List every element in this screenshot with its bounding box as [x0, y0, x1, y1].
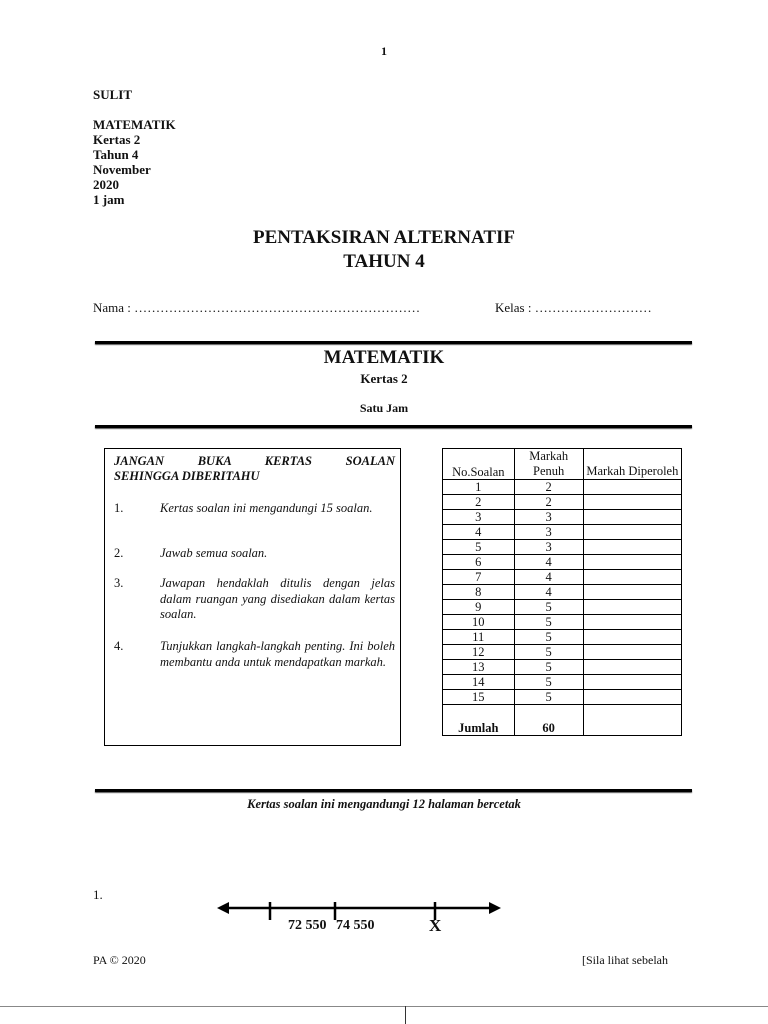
instructions-box	[104, 448, 401, 746]
col-header-marks-obtained: Markah Diperoleh	[583, 449, 681, 480]
full-marks-cell: 5	[514, 600, 583, 615]
table-row	[443, 510, 682, 525]
marks-obtained-cell[interactable]	[583, 555, 681, 570]
marks-table	[442, 448, 682, 736]
marks-obtained-cell[interactable]	[583, 660, 681, 675]
question-number-cell: 5	[443, 540, 515, 555]
table-row	[443, 615, 682, 630]
full-marks-cell: 2	[514, 480, 583, 495]
instruction-number: 3.	[114, 576, 124, 590]
instruction-text: Kertas soalan ini mengandungi 15 soalan.	[160, 501, 373, 515]
full-marks-cell: 3	[514, 540, 583, 555]
full-marks-cell: 3	[514, 525, 583, 540]
arrow-right-icon	[489, 902, 501, 914]
question-number-cell: 9	[443, 600, 515, 615]
instructions-heading-2: SEHINGGA DIBERITAHU	[114, 469, 260, 483]
table-row	[443, 585, 682, 600]
marks-obtained-cell[interactable]	[583, 480, 681, 495]
table-row	[443, 495, 682, 510]
marks-obtained-cell[interactable]	[583, 645, 681, 660]
table-row	[443, 600, 682, 615]
question-number-cell: 6	[443, 555, 515, 570]
table-row	[443, 480, 682, 495]
marks-obtained-cell[interactable]	[583, 585, 681, 600]
full-marks-cell: 4	[514, 585, 583, 600]
marks-obtained-cell[interactable]	[583, 675, 681, 690]
question-number-cell: 8	[443, 585, 515, 600]
divider-top	[95, 341, 692, 344]
instruction-text: Tunjukkan langkah-langkah penting. Ini boleh membantu anda untuk mendapatkan markah.	[160, 639, 395, 669]
full-marks-cell: 5	[514, 690, 583, 705]
number-line-label: 72 550	[288, 918, 327, 933]
marks-obtained-cell[interactable]	[583, 690, 681, 705]
question-number-cell: 3	[443, 510, 515, 525]
col-header-question: No.Soalan	[443, 449, 515, 480]
question-number-cell: 11	[443, 630, 515, 645]
number-line-label: 74 550	[336, 918, 375, 933]
full-marks-cell: 5	[514, 660, 583, 675]
paper-label: Kertas 2	[93, 132, 141, 147]
marks-obtained-cell[interactable]	[583, 570, 681, 585]
total-label-cell: Jumlah	[443, 705, 515, 736]
question-number-cell: 13	[443, 660, 515, 675]
duration-heading: Satu Jam	[359, 401, 409, 415]
question-number-cell: 2	[443, 495, 515, 510]
marks-obtained-cell[interactable]	[583, 495, 681, 510]
question-number-cell: 12	[443, 645, 515, 660]
instruction-number: 4.	[114, 639, 124, 653]
table-row	[443, 690, 682, 705]
instructions-heading-1: JANGAN BUKA KERTAS SOALAN	[114, 454, 395, 468]
marks-obtained-cell[interactable]	[583, 525, 681, 540]
divider-mid	[95, 425, 692, 428]
table-row	[443, 645, 682, 660]
question-number: 1.	[93, 887, 103, 902]
total-obtained-cell[interactable]	[583, 705, 681, 736]
marks-obtained-cell[interactable]	[583, 615, 681, 630]
page-bottom-rule	[0, 1006, 768, 1007]
question-number-cell: 7	[443, 570, 515, 585]
instruction-number: 2.	[114, 546, 124, 560]
class-field[interactable]: Kelas : ………………………	[495, 300, 652, 315]
marks-obtained-cell[interactable]	[583, 600, 681, 615]
exam-title: PENTAKSIRAN ALTERNATIF	[252, 227, 515, 248]
question-number-cell: 1	[443, 480, 515, 495]
number-line-unknown: X	[429, 916, 442, 935]
arrow-left-icon	[217, 902, 229, 914]
question-number-cell: 10	[443, 615, 515, 630]
paper-heading: Kertas 2	[360, 371, 408, 386]
table-row	[443, 540, 682, 555]
subject-label: MATEMATIK	[93, 117, 176, 132]
footer-copyright: PA © 2020	[93, 953, 146, 967]
footer-turn-over: [Sila lihat sebelah	[582, 953, 668, 967]
name-field[interactable]: Nama : …………………………………………………………	[93, 300, 421, 315]
instruction-number: 1.	[114, 501, 124, 515]
table-row	[443, 660, 682, 675]
instruction-text: Jawab semua soalan.	[160, 546, 268, 560]
question-number-cell: 14	[443, 675, 515, 690]
table-row	[443, 675, 682, 690]
table-row	[443, 525, 682, 540]
full-marks-cell: 5	[514, 615, 583, 630]
marks-obtained-cell[interactable]	[583, 630, 681, 645]
exam-subtitle: TAHUN 4	[343, 251, 425, 272]
full-marks-cell: 2	[514, 495, 583, 510]
month-label: November	[93, 162, 151, 177]
duration-label: 1 jam	[93, 192, 125, 207]
instruction-text: Jawapan hendaklah ditulis dengan jelas dalam ruangan yang disediakan dalam kertas soalan.	[160, 576, 395, 621]
divider-bottom	[95, 789, 692, 792]
question-number-cell: 4	[443, 525, 515, 540]
full-marks-cell: 5	[514, 645, 583, 660]
sulit-label: SULIT	[93, 87, 133, 102]
table-row	[443, 630, 682, 645]
table-row	[443, 570, 682, 585]
marks-obtained-cell[interactable]	[583, 540, 681, 555]
total-value-cell: 60	[514, 705, 583, 736]
page-number: 1	[381, 44, 387, 58]
year-level-label: Tahun 4	[93, 147, 139, 162]
full-marks-cell: 5	[514, 675, 583, 690]
total-row	[443, 705, 682, 736]
full-marks-cell: 5	[514, 630, 583, 645]
marks-obtained-cell[interactable]	[583, 510, 681, 525]
page-count-note: Kertas soalan ini mengandungi 12 halaman bercetak	[247, 797, 521, 811]
question-number-cell: 15	[443, 690, 515, 705]
col-header-full-marks: Markah Penuh	[514, 449, 583, 480]
full-marks-cell: 4	[514, 555, 583, 570]
header-block	[93, 87, 176, 207]
table-row	[443, 555, 682, 570]
full-marks-cell: 3	[514, 510, 583, 525]
page-bottom-tick	[405, 1006, 406, 1024]
marks-table-header-row	[443, 449, 682, 480]
full-marks-cell: 4	[514, 570, 583, 585]
subject-heading: MATEMATIK	[323, 347, 445, 368]
year-label: 2020	[93, 177, 119, 192]
